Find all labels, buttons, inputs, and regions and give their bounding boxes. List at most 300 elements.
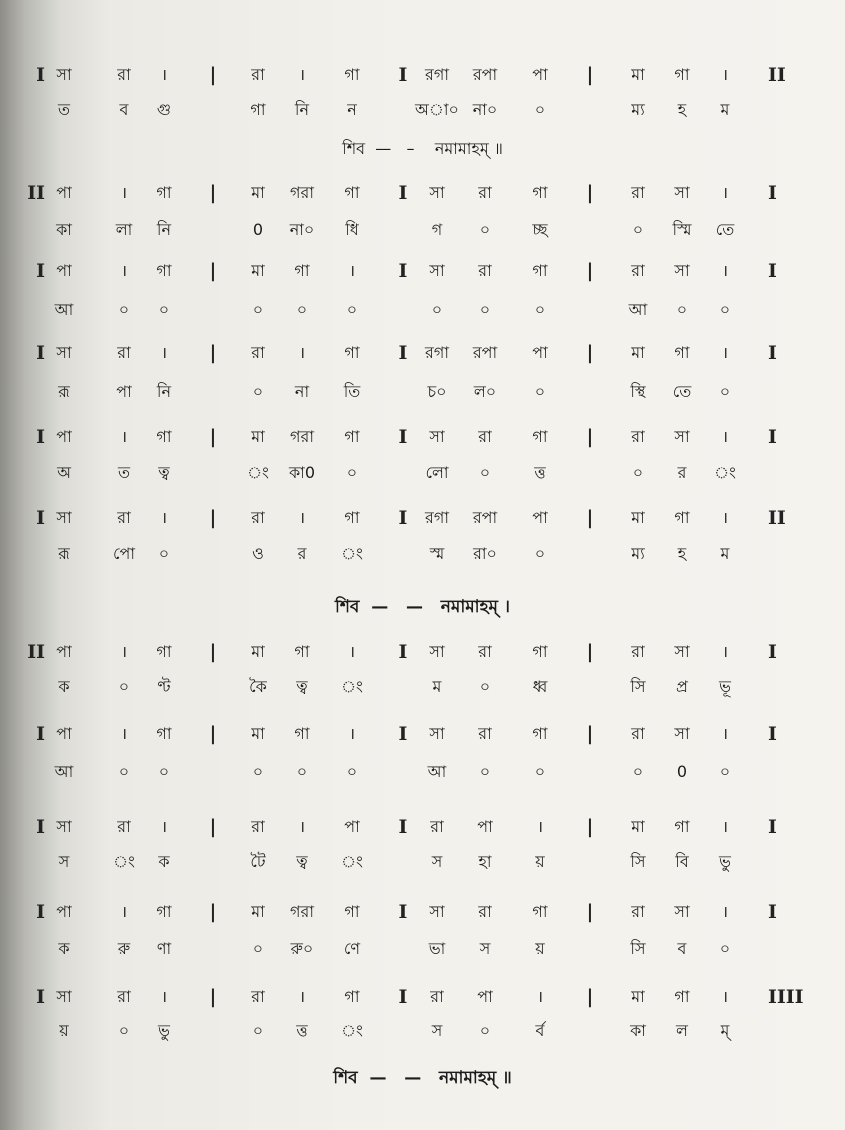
lyric-syllable: তে <box>672 382 692 401</box>
notes-row <box>0 719 845 753</box>
lyric-syllable: ০ <box>252 1021 264 1040</box>
start-barline: I <box>36 986 45 1008</box>
note-cell: । <box>298 817 306 836</box>
lyric-syllable: সি <box>630 677 646 696</box>
lyric-syllable: ও <box>252 544 264 563</box>
note-cell: গা <box>294 724 310 743</box>
note-cell: রা <box>117 508 131 527</box>
lyric-syllable: ০ <box>676 300 688 319</box>
note-cell: । <box>721 642 729 661</box>
note-cell: রা <box>117 343 131 362</box>
barline: | <box>209 260 217 282</box>
note-cell: গা <box>532 427 548 446</box>
note-cell: । <box>348 261 356 280</box>
note-cell: গা <box>532 183 548 202</box>
note-cell: পা <box>477 987 493 1006</box>
note-cell: গা <box>674 817 690 836</box>
end-barline: II <box>768 64 786 86</box>
barline: | <box>586 342 594 364</box>
note-cell: পা <box>532 65 548 84</box>
notes-row <box>0 60 845 94</box>
lyric-syllable: তি <box>343 382 361 401</box>
lyric-syllable: ০ <box>158 300 170 319</box>
lyric-syllable: গু <box>156 100 172 119</box>
note-cell: গা <box>344 508 360 527</box>
note-cell: মা <box>631 65 645 84</box>
note-cell: । <box>721 343 729 362</box>
note-cell: গরা <box>290 183 314 202</box>
note-cell: সা <box>429 183 445 202</box>
note-cell: গা <box>344 183 360 202</box>
barline: I <box>398 182 408 204</box>
lyric-syllable: সি <box>630 939 646 958</box>
lyric-syllable: তে <box>715 220 735 239</box>
notes-row <box>0 982 845 1016</box>
barline: I <box>398 641 408 663</box>
note-cell: রা <box>478 427 492 446</box>
lyric-syllable: পো <box>113 544 135 563</box>
note-cell: । <box>536 817 544 836</box>
barline: | <box>586 507 594 529</box>
lyric-syllable: ণা <box>156 939 172 958</box>
lyric-syllable: র্ব <box>535 1021 545 1040</box>
lyric-syllable: ০ <box>534 382 546 401</box>
lyric-syllable: বি <box>675 852 689 871</box>
note-cell: । <box>721 508 729 527</box>
end-barline: I <box>768 723 777 745</box>
note-cell: সা <box>429 261 445 280</box>
lyric-syllable: ০ <box>346 463 358 482</box>
note-cell: পা <box>56 724 72 743</box>
lyric-syllable: অ <box>57 463 71 482</box>
lyric-syllable: স <box>58 852 70 871</box>
lyric-syllable: ০ <box>479 677 491 696</box>
start-barline: I <box>36 426 45 448</box>
lyric-syllable: ভু <box>719 852 731 871</box>
lyric-syllable: ত্ত <box>534 463 546 482</box>
lyric-syllable: ০ <box>632 762 644 781</box>
note-cell: । <box>160 817 168 836</box>
lyric-syllable: ং <box>341 677 363 696</box>
barline: | <box>209 641 217 663</box>
lyrics-row <box>0 458 845 492</box>
lyric-syllable: ০ <box>118 762 130 781</box>
end-barline: I <box>768 260 777 282</box>
lyric-syllable: ০ <box>719 762 731 781</box>
lyrics-row <box>0 295 845 329</box>
lyric-syllable: ০ <box>479 762 491 781</box>
barline: | <box>586 260 594 282</box>
note-cell: । <box>160 65 168 84</box>
barline: | <box>209 816 217 838</box>
lyric-syllable: না <box>294 382 310 401</box>
barline: I <box>398 507 408 529</box>
note-cell: । <box>721 183 729 202</box>
note-cell: । <box>721 427 729 446</box>
lyric-syllable: টৈ <box>250 852 266 871</box>
note-cell: পা <box>56 902 72 921</box>
lyric-syllable: স <box>479 939 491 958</box>
start-barline: II <box>27 182 45 204</box>
barline: I <box>398 986 408 1008</box>
note-cell: । <box>120 642 128 661</box>
lyric-syllable: ত্ব <box>296 677 308 696</box>
lyric-syllable: ০ <box>479 463 491 482</box>
barline: I <box>398 260 408 282</box>
end-barline: I <box>768 426 777 448</box>
barline: | <box>586 426 594 448</box>
lyric-syllable: ০ <box>252 382 264 401</box>
lyric-syllable: ং <box>247 463 269 482</box>
note-cell: গরা <box>290 427 314 446</box>
lyric-syllable: ০ <box>118 300 130 319</box>
note-cell: গা <box>532 902 548 921</box>
note-cell: । <box>120 902 128 921</box>
lyric-syllable: ০ <box>158 544 170 563</box>
lyric-syllable: 0 <box>676 762 688 781</box>
note-cell: সা <box>674 724 690 743</box>
note-cell: । <box>120 261 128 280</box>
note-cell: মা <box>251 183 265 202</box>
note-cell: রা <box>251 65 265 84</box>
note-cell: সা <box>429 427 445 446</box>
note-cell: গা <box>294 261 310 280</box>
note-cell: মা <box>631 343 645 362</box>
lyric-syllable: ম্য <box>631 100 645 119</box>
note-cell: গা <box>532 724 548 743</box>
lyric-syllable: ম <box>720 100 730 119</box>
note-cell: রা <box>631 261 645 280</box>
refrain-line: শিব — — নমামাহম্ ॥ <box>333 1068 512 1088</box>
note-cell: রা <box>251 343 265 362</box>
note-cell: গা <box>156 902 172 921</box>
end-barline: I <box>768 901 777 923</box>
lyric-syllable: নি <box>294 100 310 119</box>
note-cell: মা <box>251 642 265 661</box>
lyric-syllable: প্র <box>676 677 688 696</box>
lyric-syllable: কা0 <box>288 463 315 482</box>
note-cell: রা <box>117 817 131 836</box>
note-cell: । <box>348 724 356 743</box>
lyric-syllable: নি <box>156 220 172 239</box>
note-cell: রা <box>117 65 131 84</box>
lyric-syllable: ণ্ট <box>157 677 171 696</box>
lyric-syllable: ব <box>677 939 687 958</box>
notes-row <box>0 178 845 212</box>
lyric-syllable: আ <box>54 762 74 781</box>
note-cell: । <box>298 508 306 527</box>
lyric-syllable: ০ <box>252 762 264 781</box>
note-cell: সা <box>674 427 690 446</box>
lyric-syllable: ০ <box>158 762 170 781</box>
lyric-syllable: পা <box>116 382 132 401</box>
lyric-syllable: আ <box>427 762 447 781</box>
note-cell: । <box>120 183 128 202</box>
lyric-syllable: ণে <box>343 939 361 958</box>
lyric-syllable: রা০ <box>473 544 497 563</box>
note-cell: রা <box>251 508 265 527</box>
note-cell: গা <box>674 508 690 527</box>
end-barline: I <box>768 342 777 364</box>
lyric-syllable: ং <box>341 852 363 871</box>
notes-row <box>0 256 845 290</box>
barline: | <box>586 816 594 838</box>
lyric-syllable: ০ <box>479 300 491 319</box>
note-cell: গা <box>344 65 360 84</box>
lyric-syllable: ০ <box>719 939 731 958</box>
barline: I <box>398 723 408 745</box>
notes-row <box>0 422 845 456</box>
note-cell: রপা <box>472 508 498 527</box>
start-barline: I <box>36 342 45 364</box>
note-cell: সা <box>674 183 690 202</box>
notes-row <box>0 812 845 846</box>
note-cell: রা <box>430 817 444 836</box>
lyrics-row <box>0 934 845 968</box>
note-cell: । <box>721 724 729 743</box>
barline: | <box>209 901 217 923</box>
note-cell: গা <box>156 261 172 280</box>
lyric-syllable: গ <box>431 220 443 239</box>
lyric-syllable: ন <box>347 100 357 119</box>
lyric-syllable: ০ <box>479 220 491 239</box>
lyric-syllable: লো <box>425 463 449 482</box>
note-cell: গা <box>156 642 172 661</box>
note-cell: রপা <box>472 65 498 84</box>
lyric-syllable: রূ <box>58 544 70 563</box>
note-cell: রপা <box>472 343 498 362</box>
note-cell: গা <box>344 343 360 362</box>
lyric-syllable: ং <box>113 852 135 871</box>
barline: | <box>209 64 217 86</box>
lyric-syllable: ভু <box>158 1021 170 1040</box>
note-cell: রা <box>117 987 131 1006</box>
barline: | <box>209 426 217 448</box>
lyric-syllable: হ <box>677 544 687 563</box>
barline: I <box>398 816 408 838</box>
lyric-syllable: রু০ <box>290 939 314 958</box>
note-cell: পা <box>56 427 72 446</box>
lyric-syllable: ত <box>57 100 70 119</box>
lyric-syllable: ত <box>117 463 130 482</box>
lyric-syllable: ম্ <box>720 1021 730 1040</box>
note-cell: গা <box>674 65 690 84</box>
lyric-syllable: চ০ <box>427 382 447 401</box>
lyric-syllable: চ্ছ <box>532 220 548 239</box>
note-cell: । <box>348 642 356 661</box>
end-barline: II <box>768 507 786 529</box>
lyrics-row <box>0 847 845 881</box>
lyric-syllable: ০ <box>252 939 264 958</box>
note-cell: । <box>298 987 306 1006</box>
start-barline: I <box>36 64 45 86</box>
note-cell: । <box>298 65 306 84</box>
note-cell: গা <box>156 724 172 743</box>
note-cell: রা <box>478 261 492 280</box>
lyric-syllable: ত্ত <box>296 1021 308 1040</box>
note-cell: । <box>721 817 729 836</box>
lyric-syllable: রু <box>117 939 131 958</box>
lyric-syllable: স্মি <box>672 220 692 239</box>
barline: | <box>209 342 217 364</box>
lyric-syllable: ০ <box>632 220 644 239</box>
note-cell: গা <box>344 902 360 921</box>
note-cell: । <box>721 65 729 84</box>
note-cell: মা <box>251 427 265 446</box>
lyrics-row <box>0 1016 845 1050</box>
note-cell: রা <box>631 902 645 921</box>
lyric-syllable: ত্ব <box>158 463 170 482</box>
note-cell: সা <box>429 902 445 921</box>
lyric-syllable: ধি <box>345 220 359 239</box>
barline: | <box>586 64 594 86</box>
note-cell: গা <box>344 427 360 446</box>
note-cell: পা <box>56 183 72 202</box>
lyric-syllable: ০ <box>296 762 308 781</box>
lyric-syllable: অা০ <box>415 100 459 119</box>
lyric-syllable: র <box>677 463 687 482</box>
note-cell: রা <box>631 724 645 743</box>
lyric-syllable: ০ <box>534 300 546 319</box>
lyric-syllable: লা <box>115 220 133 239</box>
note-cell: । <box>120 724 128 743</box>
note-cell: গা <box>532 261 548 280</box>
note-cell: সা <box>674 642 690 661</box>
end-barline: I <box>768 182 777 204</box>
barline: | <box>586 723 594 745</box>
lyric-syllable: গা <box>250 100 266 119</box>
lyric-syllable: স <box>431 852 443 871</box>
lyric-syllable: ০ <box>118 1021 130 1040</box>
note-cell: মা <box>251 902 265 921</box>
barline: I <box>398 426 408 448</box>
lyric-syllable: স <box>431 1021 443 1040</box>
notes-row <box>0 897 845 931</box>
note-cell: সা <box>429 642 445 661</box>
barline: | <box>586 641 594 663</box>
note-cell: গা <box>674 987 690 1006</box>
lyric-syllable: ০ <box>534 762 546 781</box>
lyric-syllable: ০ <box>346 300 358 319</box>
note-cell: গরা <box>290 902 314 921</box>
lyric-syllable: ০ <box>632 463 644 482</box>
notes-row <box>0 503 845 537</box>
refrain-line: শিব — — নমামাহম্ । <box>335 597 510 617</box>
lyric-syllable: ক <box>158 852 170 871</box>
lyric-syllable: ০ <box>346 762 358 781</box>
note-cell: মা <box>631 508 645 527</box>
start-barline: I <box>36 723 45 745</box>
note-cell: পা <box>532 343 548 362</box>
note-cell: গা <box>156 183 172 202</box>
note-cell: গা <box>344 987 360 1006</box>
lyric-syllable: ব <box>119 100 129 119</box>
note-cell: । <box>536 987 544 1006</box>
note-cell: গা <box>674 343 690 362</box>
lyric-syllable: ০ <box>534 100 546 119</box>
note-cell: সা <box>674 902 690 921</box>
lyric-syllable: নি <box>156 382 172 401</box>
note-cell: । <box>160 343 168 362</box>
lyric-syllable: ম <box>432 677 442 696</box>
lyric-syllable: ম <box>720 544 730 563</box>
lyric-syllable: ০ <box>479 1021 491 1040</box>
lyric-syllable: ক <box>58 677 70 696</box>
lyric-syllable: কা <box>630 1021 646 1040</box>
note-cell: । <box>721 902 729 921</box>
lyric-syllable: হ <box>677 100 687 119</box>
barline: | <box>209 986 217 1008</box>
end-barline: I <box>768 816 777 838</box>
start-barline: I <box>36 507 45 529</box>
note-cell: সা <box>429 724 445 743</box>
note-cell: রা <box>478 902 492 921</box>
note-cell: । <box>160 508 168 527</box>
lyric-syllable: ভা <box>428 939 446 958</box>
lyrics-row <box>0 377 845 411</box>
lyric-syllable: য় <box>535 939 545 958</box>
lyrics-row <box>0 95 845 129</box>
lyric-syllable: ০ <box>534 544 546 563</box>
note-cell: সা <box>56 987 72 1006</box>
end-barline: IIII <box>768 986 804 1008</box>
end-barline: I <box>768 641 777 663</box>
note-cell: গা <box>294 642 310 661</box>
barline: | <box>586 986 594 1008</box>
lyrics-row <box>0 757 845 791</box>
lyric-syllable: ম্য <box>631 544 645 563</box>
lyric-syllable: ০ <box>431 300 443 319</box>
barline: | <box>586 182 594 204</box>
note-cell: । <box>160 987 168 1006</box>
note-cell: রা <box>478 642 492 661</box>
note-cell: মা <box>631 987 645 1006</box>
lyric-syllable: রূ <box>58 382 70 401</box>
barline: | <box>586 901 594 923</box>
lyric-syllable: ং <box>714 463 736 482</box>
note-cell: সা <box>56 508 72 527</box>
lyric-syllable: র <box>297 544 307 563</box>
lyric-syllable: স্ম <box>429 544 445 563</box>
lyrics-row <box>0 672 845 706</box>
lyric-syllable: 0 <box>252 220 264 239</box>
lyric-syllable: না০ <box>472 100 498 119</box>
note-cell: পা <box>477 817 493 836</box>
lyric-syllable: য় <box>535 852 545 871</box>
note-cell: রা <box>631 427 645 446</box>
note-cell: পা <box>56 261 72 280</box>
lyric-syllable: ০ <box>118 677 130 696</box>
note-cell: রগা <box>425 508 449 527</box>
start-barline: II <box>27 641 45 663</box>
lyric-syllable: ভূ <box>719 677 731 696</box>
note-cell: রা <box>478 724 492 743</box>
lyrics-row <box>0 539 845 573</box>
lyric-syllable: কৈ <box>249 677 267 696</box>
lyric-syllable: ল০ <box>473 382 497 401</box>
lyric-syllable: য় <box>59 1021 69 1040</box>
lyric-syllable: স্থি <box>630 382 646 401</box>
lyric-syllable: ক <box>58 939 70 958</box>
start-barline: I <box>36 901 45 923</box>
note-cell: । <box>120 427 128 446</box>
note-cell: । <box>721 261 729 280</box>
note-cell: রগা <box>425 343 449 362</box>
note-cell: রা <box>478 183 492 202</box>
note-cell: সা <box>56 343 72 362</box>
note-cell: গা <box>532 642 548 661</box>
lyric-syllable: ল <box>676 1021 688 1040</box>
